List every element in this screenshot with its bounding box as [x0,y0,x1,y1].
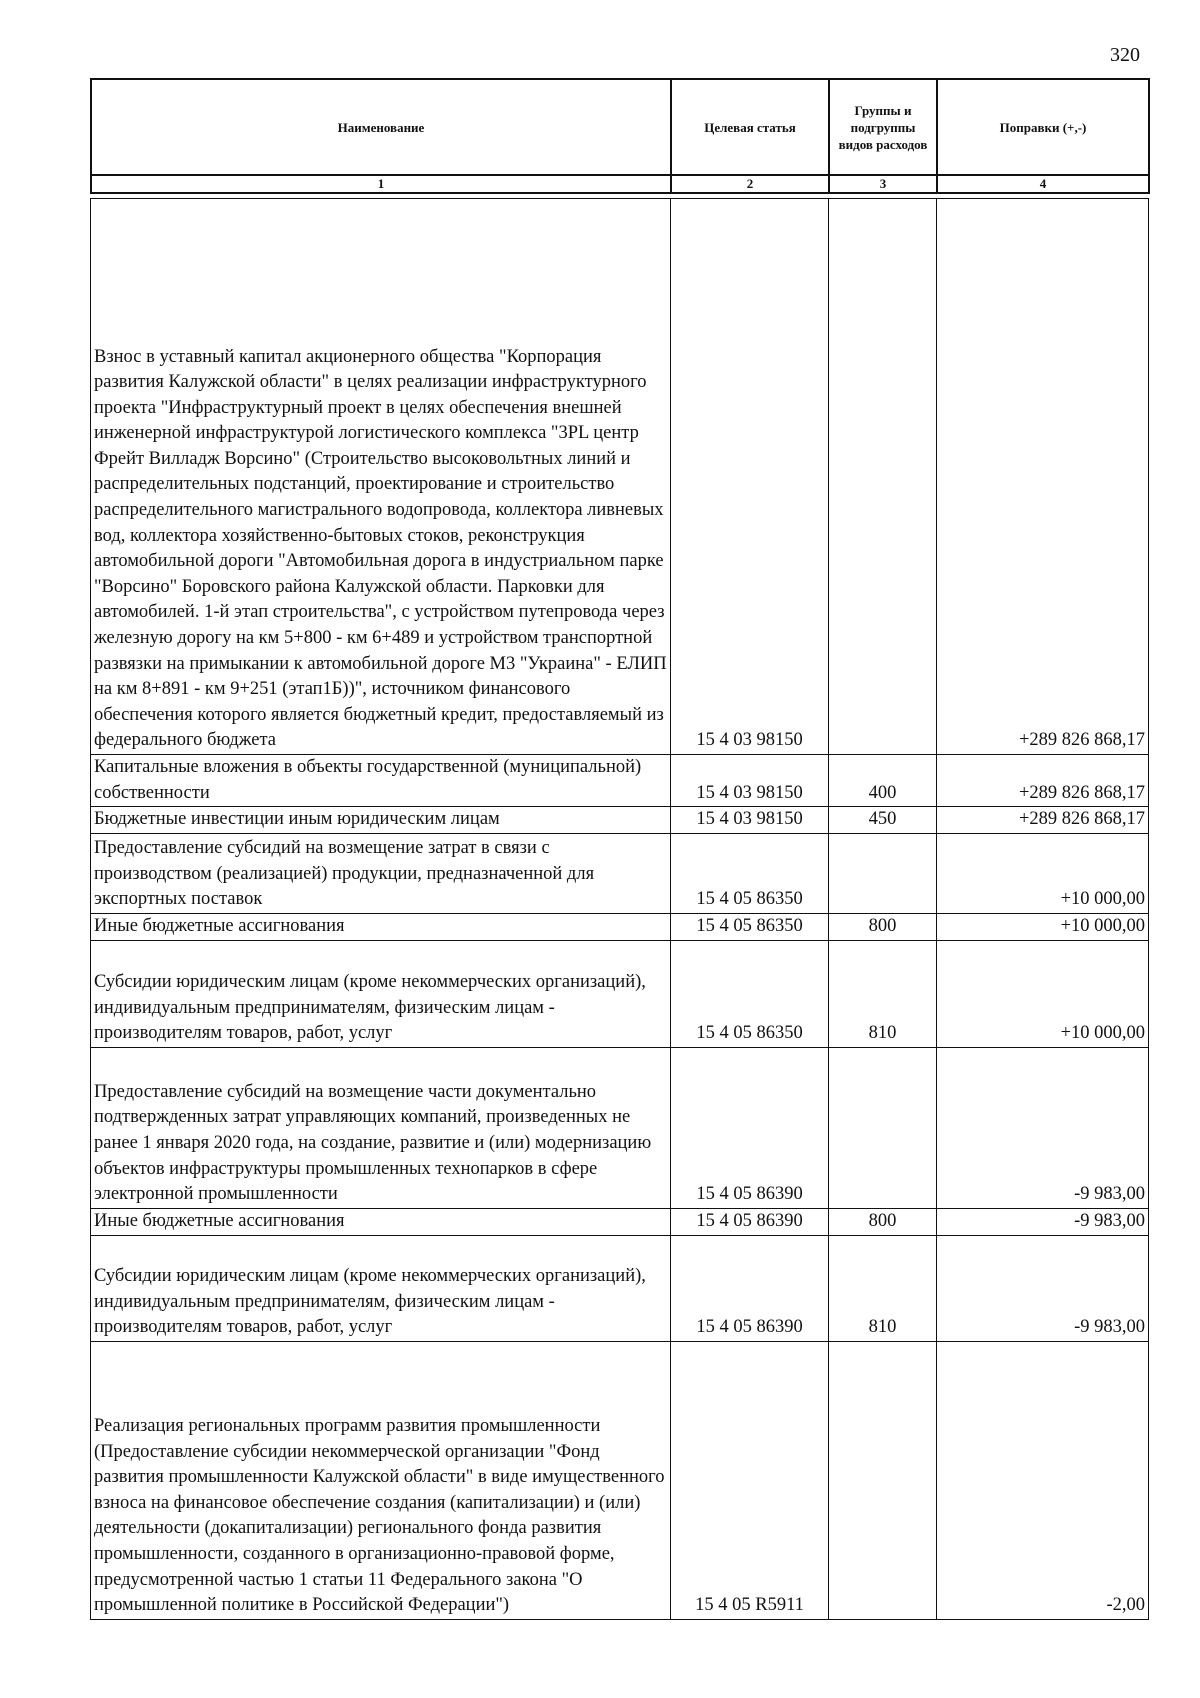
column-header-name: Наименование [91,79,671,175]
row-group: 800 [829,1208,937,1235]
row-group: 800 [829,913,937,940]
table-row [91,1208,1149,1235]
row-code: 15 4 03 98150 [671,807,829,834]
row-code: 15 4 05 86390 [671,1208,829,1235]
table-row [91,199,1149,755]
row-amount: -9 983,00 [937,1235,1149,1341]
row-amount: +10 000,00 [937,940,1149,1047]
row-code: 15 4 05 86350 [671,940,829,1047]
row-group [829,1047,937,1208]
row-code: 15 4 03 98150 [671,755,829,807]
row-code: 15 4 05 86350 [671,913,829,940]
column-number-3: 3 [829,175,937,193]
row-code: 15 4 05 86350 [671,833,829,913]
column-number-2: 2 [671,175,829,193]
row-name: Иные бюджетные ассигнования [91,1208,671,1235]
column-number-1: 1 [91,175,671,193]
row-name: Иные бюджетные ассигнования [91,913,671,940]
row-name: Бюджетные инвестиции иным юридическим лицам [91,807,671,834]
table-row [91,1235,1149,1341]
table-row [91,1047,1149,1208]
table-row [91,1341,1149,1619]
row-group [829,1341,937,1619]
row-name: Капитальные вложения в объекты государственной (муниципальной) собственности [91,755,671,807]
row-name: Субсидии юридическим лицам (кроме некоммерческих организаций), индивидуальным предпринимателям, физическим лицам - производителям товаров, работ, услуг [91,1235,671,1341]
table-row [91,913,1149,940]
row-name: Взнос в уставный капитал акционерного общества "Корпорация развития Калужской области" в целях реализации инфраструктурного проекта "Инфраструктурный проект в целях обеспечения внешней инженерной инфраструктурой логистического комплекса "3PL центр Фрейт Вилладж Ворсино" (Строительство высоковольтных линий и распределительных подстанций, проектирование и строительство распределительного магистрального водопровода, коллектора ливневых вод, коллектора хозяйственно-бытовых стоков, реконструкция автомобильной дороги "Автомобильная дорога в индустриальном парке "Ворсино" Боровского района Калужской области. Парковки для автомобилей. 1-й этап строительства", с устройством путепровода через железную дорогу на км 5+800 - км 6+489 и устройством транспортной развязки на примыкании к автомобильной дороге М3 "Украина" - ЕЛИП на км 8+891 - км 9+251 (этап1Б))", источником финансового обеспечения которого является бюджетный кредит, предоставляемый из федерального бюджета [91,199,671,755]
row-name: Предоставление субсидий на возмещение затрат в связи с производством (реализацией) продукции, предназначенной для экспортных поставок [91,833,671,913]
row-group: 450 [829,807,937,834]
column-header-code: Целевая статья [671,79,829,175]
row-amount: -9 983,00 [937,1208,1149,1235]
budget-table [90,198,1149,1620]
row-code: 15 4 03 98150 [671,199,829,755]
row-amount: -2,00 [937,1341,1149,1619]
table-row [91,833,1149,913]
row-name: Предоставление субсидий на возмещение части документально подтвержденных затрат управляющих компаний, произведенных не ранее 1 января 2020 года, на создание, развитие и (или) модернизацию объектов инфраструктуры промышленных технопарков в сфере электронной промышленности [91,1047,671,1208]
table-row [91,755,1149,807]
row-name: Субсидии юридическим лицам (кроме некоммерческих организаций), индивидуальным предпринимателям, физическим лицам - производителям товаров, работ, услуг [91,940,671,1047]
row-group [829,833,937,913]
row-amount: -9 983,00 [937,1047,1149,1208]
table-row [91,940,1149,1047]
row-amount: +10 000,00 [937,913,1149,940]
row-amount: +289 826 868,17 [937,755,1149,807]
row-amount: +10 000,00 [937,833,1149,913]
row-name: Реализация региональных программ развития промышленности (Предоставление субсидии некоммерческой организации "Фонд развития промышленности Калужской области" в виде имущественного взноса на финансовое обеспечение создания (капитализации) и (или) деятельности (докапитализации) регионального фонда развития промышленности, созданного в организационно-правовой форме, предусмотренной частью 1 статьи 11 Федерального закона "О промышленной политике в Российской Федерации") [91,1341,671,1619]
row-group [829,199,937,755]
table-header [90,78,1150,194]
row-group: 810 [829,940,937,1047]
row-code: 15 4 05 R5911 [671,1341,829,1619]
column-header-group: Группы и подгруппы видов расходов [829,79,937,175]
column-header-amount: Поправки (+,-) [937,79,1149,175]
row-group: 810 [829,1235,937,1341]
row-amount: +289 826 868,17 [937,199,1149,755]
table-row [91,807,1149,834]
row-code: 15 4 05 86390 [671,1047,829,1208]
page-number: 320 [1110,44,1140,66]
row-code: 15 4 05 86390 [671,1235,829,1341]
row-group: 400 [829,755,937,807]
row-amount: +289 826 868,17 [937,807,1149,834]
column-number-4: 4 [937,175,1149,193]
